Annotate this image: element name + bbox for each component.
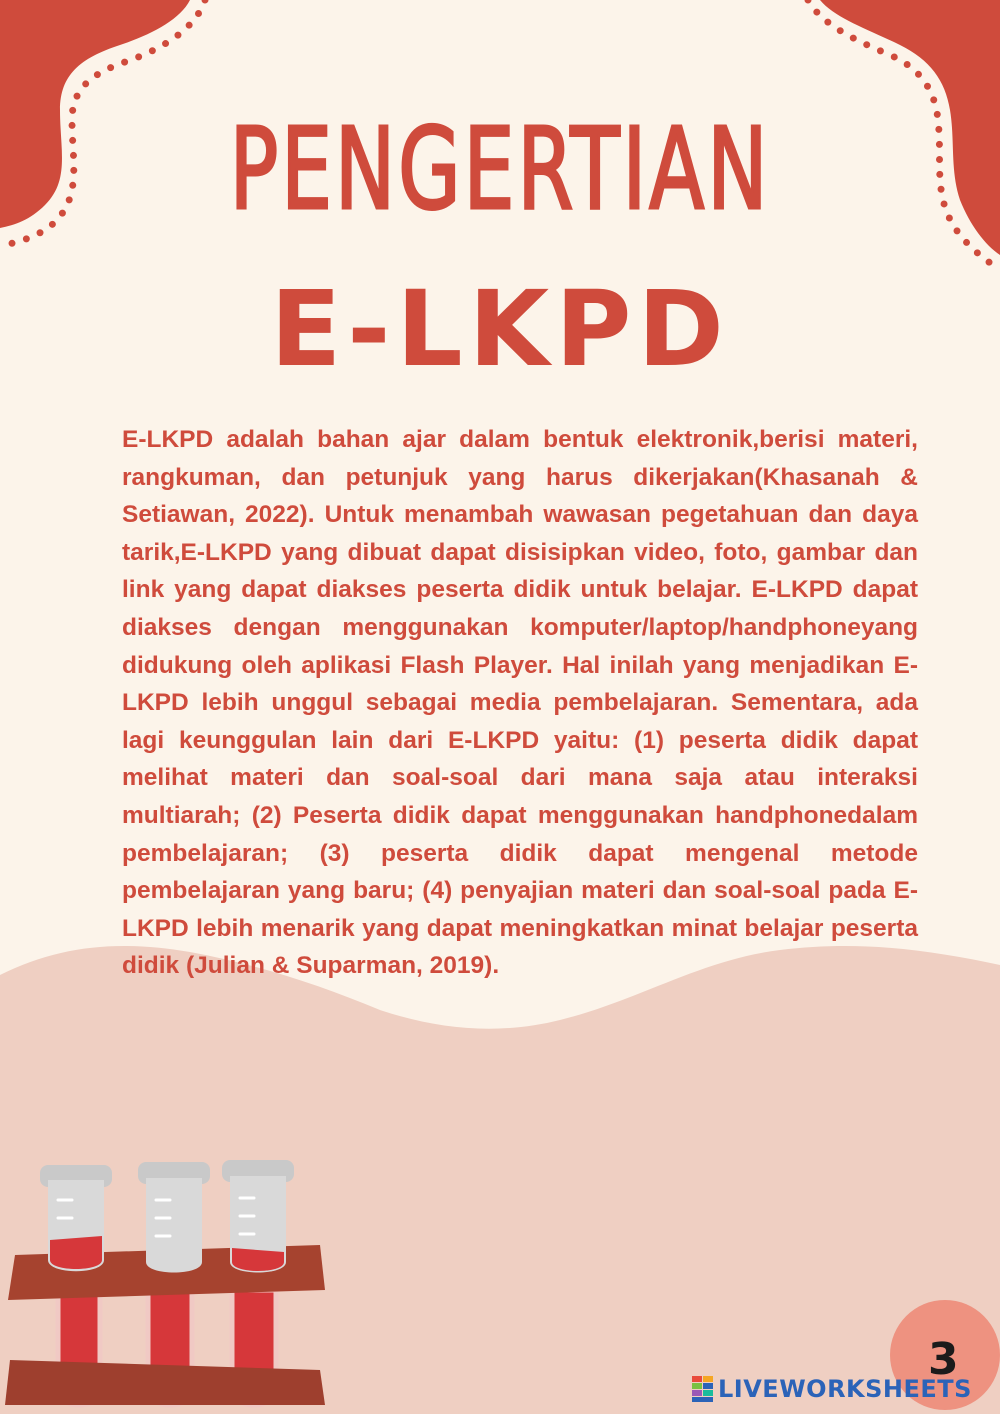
watermark-text: LIVEWORKSHEETS bbox=[718, 1375, 972, 1403]
page-number: 3 bbox=[928, 1334, 959, 1385]
test-tube-rack-illustration bbox=[5, 1160, 325, 1405]
liveworksheets-logo-icon bbox=[692, 1376, 714, 1402]
page-title-line2: E-LKPD bbox=[270, 268, 730, 390]
page-title-line1: PENGERTIAN bbox=[229, 105, 771, 235]
body-paragraph: E-LKPD adalah bahan ajar dalam bentuk elektronik,berisi materi, rangkuman, dan petunjuk yang harus dikerjakan(Khasanah & Setiawan, 2022). Untuk menambah wawasan pegetahuan dan daya tarik,E-LKPD yang dibuat dapat disisipkan video, foto, gambar dan link yang dapat diakses peserta didik untuk belajar. E-LKPD dapat diakses dengan menggunakan komputer/laptop/handphoneyang didukung oleh aplikasi Flash Player. Hal inilah yang menjadikan E-LKPD lebih unggul sebagai media pembelajaran. Sementara, ada lagi keunggulan lain dari E-LKPD yaitu: (1) peserta didik dapat melihat materi dan soal-soal dari mana saja atau interaksi multiarah; (2) Peserta didik dapat menggunakan handphonedalam pembelajaran; (3) peserta didik dapat mengenal metode pembelajaran yang baru; (4) penyajian materi dan soal-soal pada E-LKPD lebih menarik yang dapat meningkatkan minat belajar peserta didik (Julian & Suparman, 2019). bbox=[122, 426, 918, 980]
liveworksheets-watermark[interactable] bbox=[692, 1372, 972, 1406]
